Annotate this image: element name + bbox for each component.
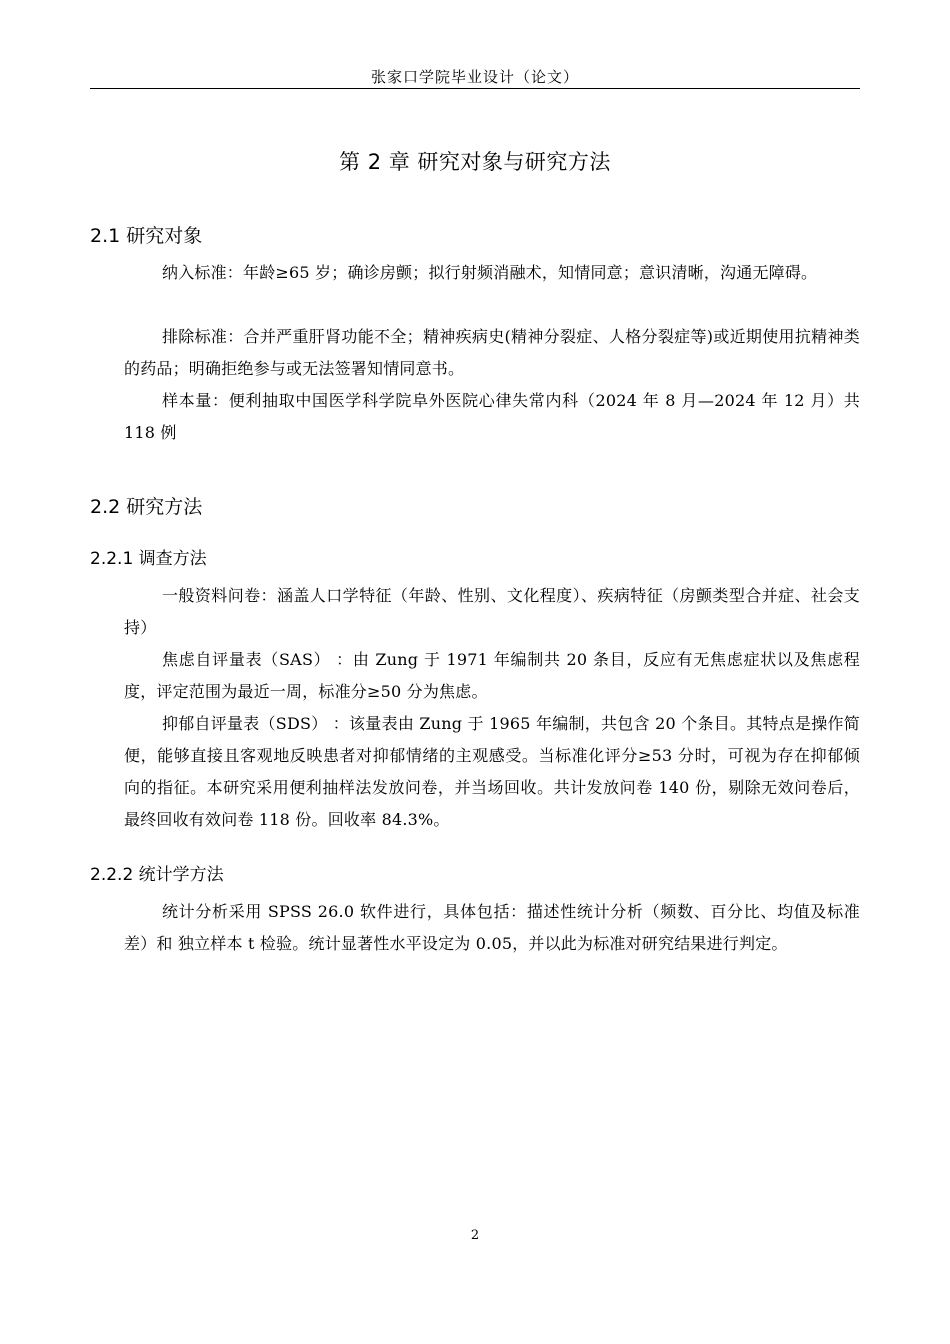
page-number: 2 [470, 1228, 480, 1243]
section-heading-2-2: 2.2 研究方法 [90, 496, 203, 518]
paragraph-exclusion-criteria: 排除标准：合并严重肝肾功能不全；精神疾病史(精神分裂症、人格分裂症等)或近期使用抗精神类的药品；明确拒绝参与或无法签署知情同意书。 [124, 327, 860, 378]
header-rule [90, 88, 860, 89]
paragraph-sas-scale: 焦虑自评量表（SAS） ：由 Zung 于 1971 年编制共 20 条目，反应有无焦虑症状以及焦虑程度，评定范围为最近一周，标准分≥50 分为焦虑。 [124, 650, 860, 701]
paragraph-general-questionnaire: 一般资料问卷：涵盖人口学特征（年龄、性别、文化程度）、疾病特征（房颤类型合并症、社会支持） [124, 586, 860, 637]
section-heading-2-1: 2.1 研究对象 [90, 225, 203, 247]
paragraph-sds-scale: 抑郁自评量表（SDS） ：该量表由 Zung 于 1965 年编制，共包含 20 个条目。其特点是操作简便，能够直接且客观地反映患者对抑郁情绪的主观感受。当标准化评分≥53 分时，可视为存在抑郁倾向的指征。本研究采用便利抽样法发放问卷，并当场回收。共计发放问卷 140 份，剔除无效问卷后，最终回收有效问卷 118 份。回收率 84.3%。 [124, 714, 860, 829]
chapter-title: 第 2 章 研究对象与研究方法 [339, 150, 611, 174]
paragraph-inclusion-criteria: 纳入标准：年龄≥65 岁；确诊房颤；拟行射频消融术，知情同意；意识清晰，沟通无障碍。 [162, 263, 818, 282]
page-header: 张家口学院毕业设计（论文） [370, 68, 579, 86]
subsection-heading-2-2-1: 2.2.1 调查方法 [90, 549, 207, 569]
paragraph-sample-size: 样本量：便利抽取中国医学科学院阜外医院心律失常内科（2024 年 8 月—2024 年 12 月）共 118 例 [124, 391, 860, 442]
paragraph-statistical-methods: 统计分析采用 SPSS 26.0 软件进行，具体包括：描述性统计分析（频数、百分比、均值及标准差）和 独立样本 t 检验。统计显著性水平设定为 0.05，并以此为标准对研究结果进行判定。 [124, 902, 860, 953]
subsection-heading-2-2-2: 2.2.2 统计学方法 [90, 865, 224, 885]
